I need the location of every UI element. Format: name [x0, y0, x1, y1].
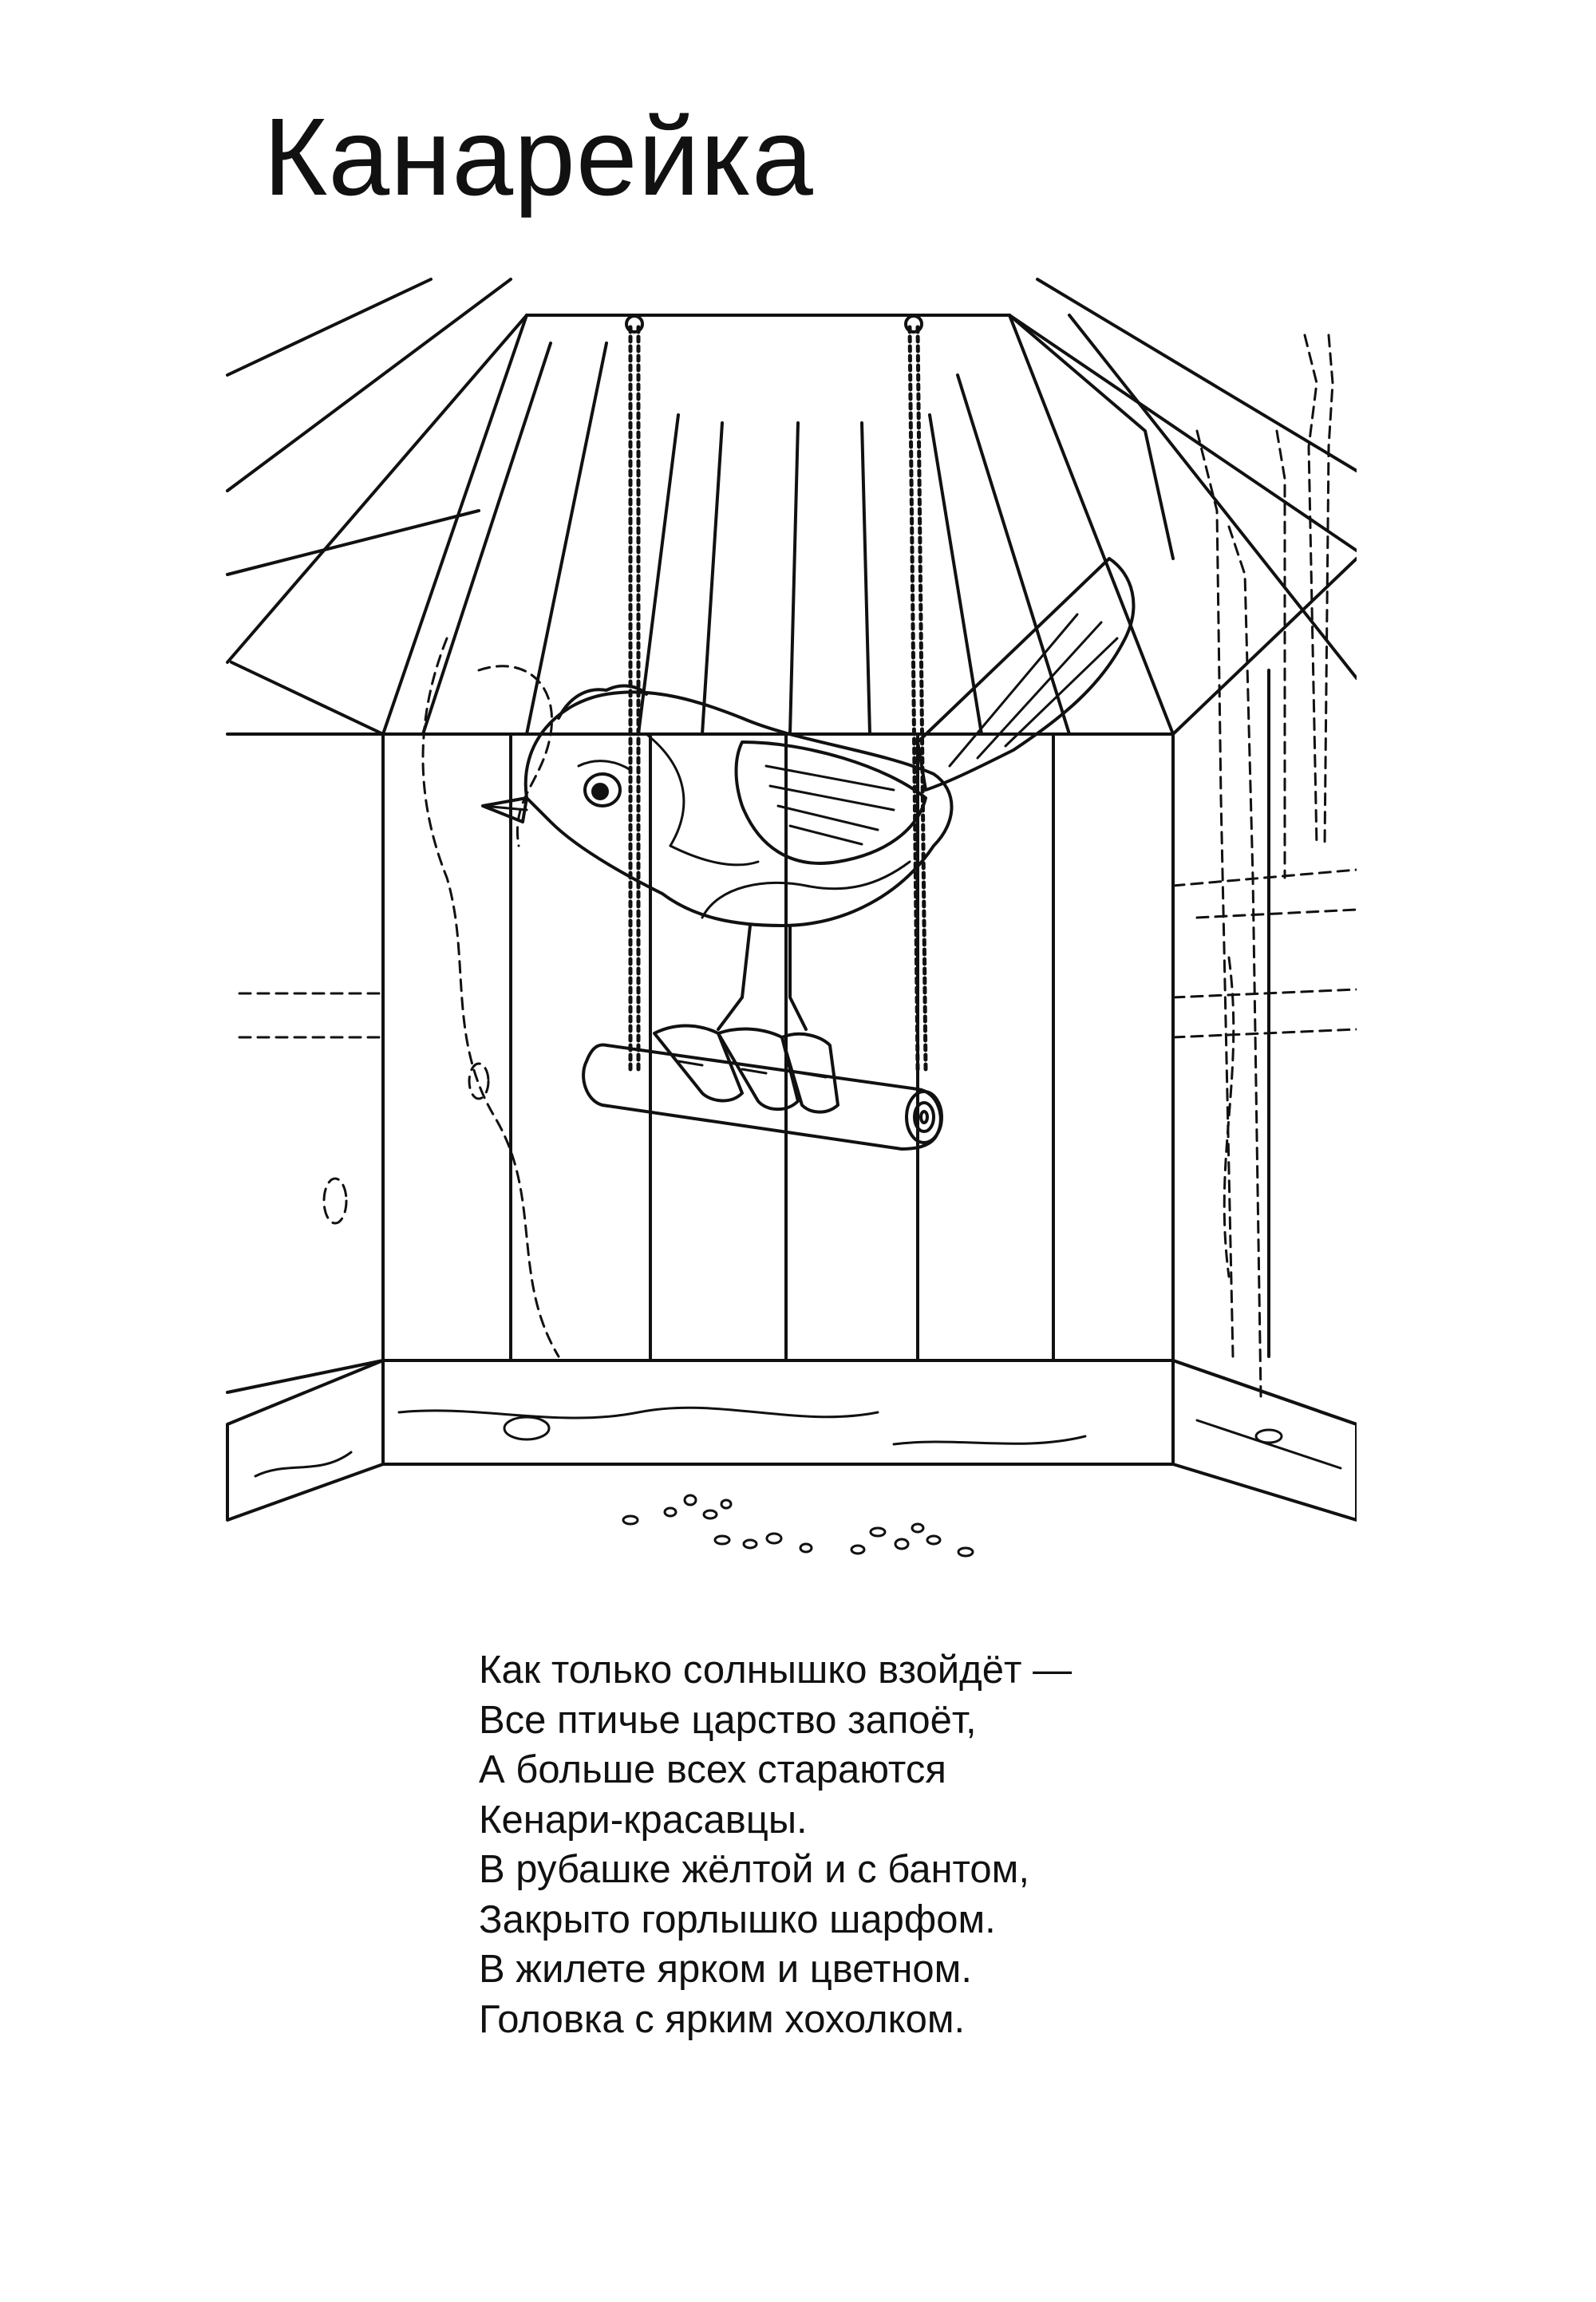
poem-line: Как только солнышко взойдёт —	[479, 1649, 1073, 1692]
poem-line: Головка с ярким хохолком.	[479, 1997, 966, 2041]
poem-line: В рубашке жёлтой и с бантом,	[479, 1848, 1029, 1891]
canary-bird	[483, 559, 1133, 1112]
poem-line: Все птичье царство запоёт,	[479, 1698, 977, 1742]
canary-cage-illustration	[223, 271, 1357, 1588]
cage-ceiling	[227, 279, 1357, 734]
cage-floor	[227, 1360, 1357, 1520]
page-title: Канарейка	[263, 96, 814, 219]
rope-hook-right	[906, 316, 922, 332]
background-furniture	[239, 335, 1357, 1396]
cage-walls	[227, 670, 1357, 1424]
poem-line: Закрыто горлышко шарфом.	[479, 1897, 996, 1941]
poem-line: Кенари-красавцы.	[479, 1798, 808, 1842]
poem-line: В жилете ярком и цветном.	[479, 1948, 972, 1991]
poem-line: А больше всех стараются	[479, 1748, 946, 1791]
rope-hook-left	[626, 316, 642, 332]
seeds	[623, 1495, 973, 1556]
poem	[479, 1645, 1072, 2044]
